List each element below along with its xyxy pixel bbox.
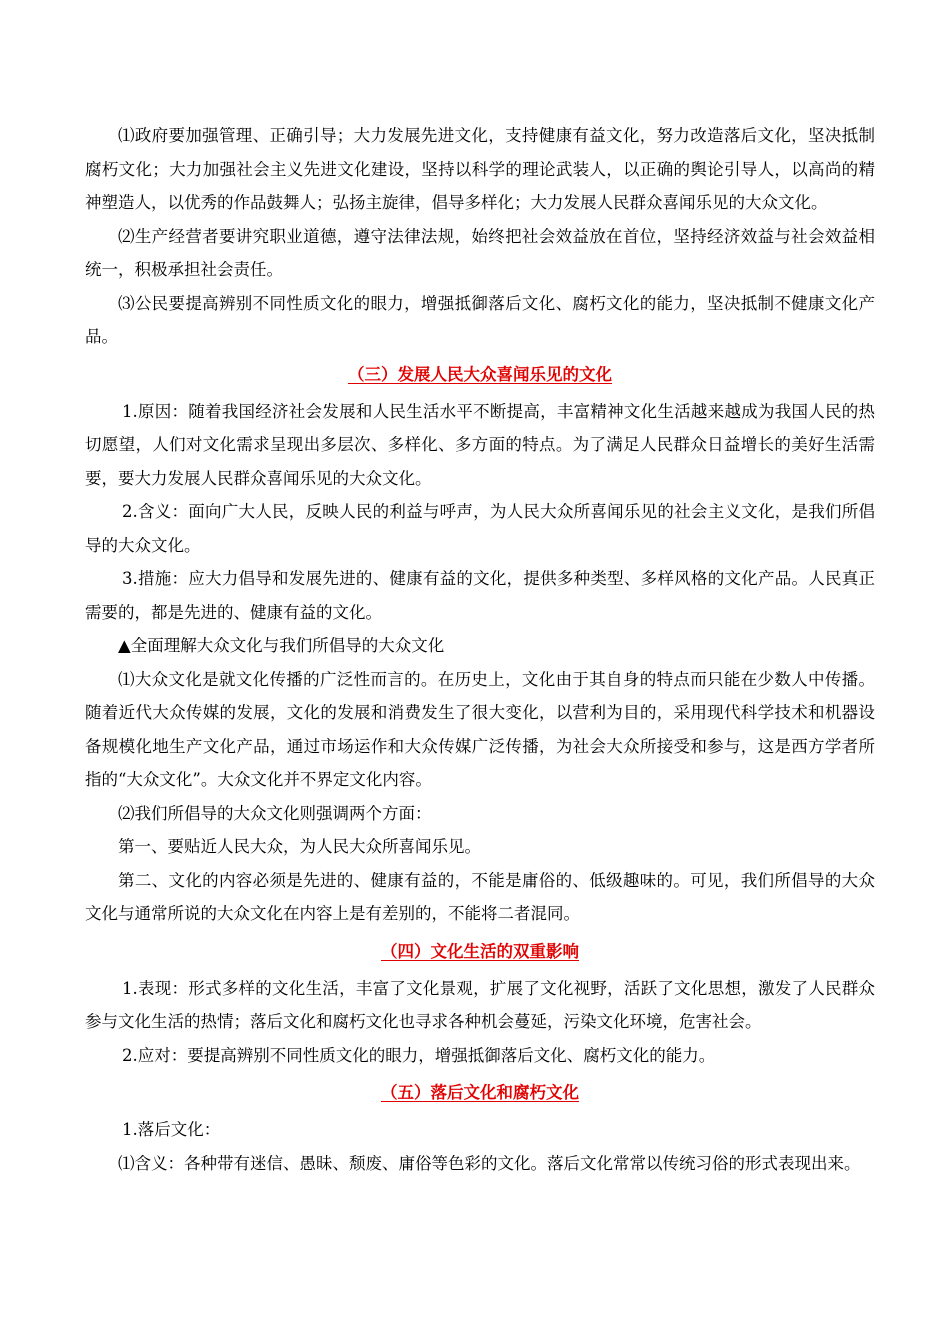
paragraph-citizen-role: ⑶公民要提高辨别不同性质文化的眼力，增强抵御落后文化、腐朽文化的能力，坚决抵制不健康文化产品。 <box>85 293 875 346</box>
paragraph-reason: 1.原因：随着我国经济社会发展和人民生活水平不断提高，丰富精神文化生活越来越成为我国人民的热切愿望，人们对文化需求呈现出多层次、多样化、多方面的特点。为了满足人民群众日益增长的美好生活需要，要大力发展人民群众喜闻乐见的大众文化。 <box>85 401 875 488</box>
paragraph-backward-definition: ⑴含义：各种带有迷信、愚昧、颓废、庸俗等色彩的文化。落后文化常常以传统习俗的形式表现出来。 <box>118 1153 861 1173</box>
section-heading-5: （五）落后文化和腐朽文化 <box>381 1083 579 1102</box>
paragraph-measures: 3.措施：应大力倡导和发展先进的、健康有益的文化，提供多种类型、多样风格的文化产品。人民真正需要的，都是先进的、健康有益的文化。 <box>85 569 875 622</box>
paragraph-producer-role: ⑵生产经营者要讲究职业道德，遵守法律法规，始终把社会效益放在首位，坚持经济效益与社会效益相统一，积极承担社会责任。 <box>85 226 875 279</box>
document-body <box>85 119 875 1180</box>
paragraph-mass-culture: ⑴大众文化是就文化传播的广泛性而言的。在历史上，文化由于其自身的特点而只能在少数人中传播。随着近代大众传媒的发展，文化的发展和消费发生了很大变化，以营利为目的，采用现代科学技术和机器设备规模化地生产文化产品，通过市场运作和大众传媒广泛传播，为社会大众所接受和参与，这是西方学者所指的“大众文化”。大众文化并不界定文化内容。 <box>85 669 875 789</box>
paragraph-understanding-title: ▲全面理解大众文化与我们所倡导的大众文化 <box>118 636 445 655</box>
paragraph-second-point: 第二、文化的内容必须是先进的、健康有益的，不能是庸俗的、低级趣味的。可见，我们所倡导的大众文化与通常所说的大众文化在内容上是有差别的，不能将二者混同。 <box>85 870 875 923</box>
section-heading-4: （四）文化生活的双重影响 <box>381 941 579 961</box>
paragraph-response: 2.应对：要提高辨别不同性质文化的眼力，增强抵御落后文化、腐朽文化的能力。 <box>122 1045 716 1065</box>
paragraph-advocated-culture: ⑵我们所倡导的大众文化则强调两个方面： <box>118 803 432 823</box>
paragraph-backward-culture: 1.落后文化： <box>122 1120 221 1139</box>
paragraph-manifestation: 1.表现：形式多样的文化生活，丰富了文化景观，扩展了文化视野，活跃了文化思想，激发了人民群众参与文化生活的热情；落后文化和腐朽文化也寻求各种机会蔓延，污染文化环境，危害社会。 <box>85 978 875 1031</box>
paragraph-meaning: 2.含义：面向广大人民，反映人民的利益与呼声，为人民大众所喜闻乐见的社会主义文化，是我们所倡导的大众文化。 <box>85 502 875 555</box>
paragraph-first-point: 第一、要贴近人民大众，为人民大众所喜闻乐见。 <box>118 837 481 856</box>
paragraph-government-role: ⑴政府要加强管理、正确引导；大力发展先进文化，支持健康有益文化，努力改造落后文化，坚决抵制腐朽文化；大力加强社会主义先进文化建设，坚持以科学的理论武装人，以正确的舆论引导人，以高尚的精神塑造人，以优秀的作品鼓舞人；弘扬主旋律，倡导多样化；大力发展人民群众喜闻乐见的大众文化。 <box>85 126 875 212</box>
section-heading-3: （三）发展人民大众喜闻乐见的文化 <box>348 364 612 384</box>
